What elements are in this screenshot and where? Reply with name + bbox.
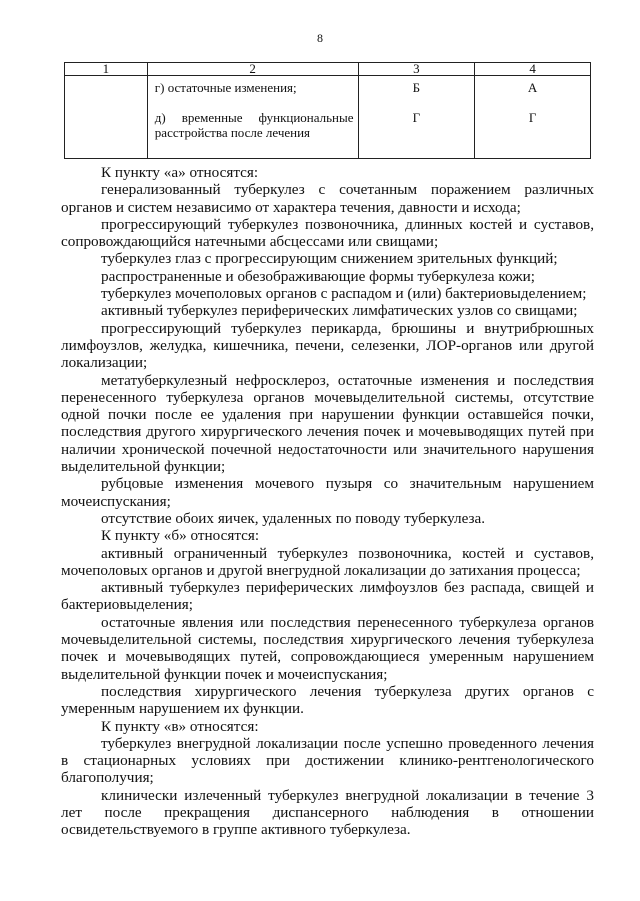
paragraph: последствия хирургического лечения туберкулеза других органов с умеренным нарушением их функции. xyxy=(61,682,594,718)
paragraph: метатуберкулезный нефросклероз, остаточные изменения и последствия перенесенного туберкулеза органов мочевыделительной системы, отсутствие одной почки после ее удаления при нарушении функции оставшейся почки, последствия другого хирургического лечения почек и мочевыводящих путей при наличии хронической почечной недостаточности или значительного нарушения выделительной функции; xyxy=(61,371,594,476)
table-header-row xyxy=(65,63,591,76)
table-cell-col-1 xyxy=(65,76,148,159)
page-number: 8 xyxy=(317,31,323,45)
table-cell-category: Г xyxy=(528,110,537,125)
table-row xyxy=(65,76,591,159)
paragraph: прогрессирующий туберкулез позвоночника, длинных костей и суставов, сопровождающийся натечными абсцессами или свищами; xyxy=(61,215,594,251)
table-cell-category: Б xyxy=(412,80,421,95)
paragraph: туберкулез мочеполовых органов с распадом и (или) бактериовыделением; xyxy=(101,285,587,303)
paragraph: туберкулез внегрудной локализации после успешно проведенного лечения в стационарных условиях при достижении клинико-рентгенологического благополучия; xyxy=(61,734,594,787)
table-cell-col-2 xyxy=(147,76,358,159)
table-cell-item-g: г) остаточные изменения; xyxy=(154,80,297,95)
section-heading-a: К пункту «а» относятся: xyxy=(101,164,259,181)
paragraph: клинически излеченный туберкулез внегрудной локализации в течение 3 лет после прекращения диспансерного наблюдения в отношении освидетельствуемого в группе активного туберкулеза. xyxy=(61,786,594,839)
table-cell-col-3 xyxy=(358,76,475,159)
paragraph: остаточные явления или последствия перенесенного туберкулеза органов мочевыделительной системы, последствия хирургического лечения туберкулеза почек и мочевыводящих путей, сопровождающиеся умеренным нарушением выделительной функции почек и мочеиспускания; xyxy=(61,613,594,683)
paragraph: активный туберкулез периферических лимфоузлов без распада, свищей и бактериовыделения; xyxy=(61,579,594,614)
table-cell-category: Г xyxy=(412,110,421,125)
section-heading-b: К пункту «б» относятся: xyxy=(101,527,260,545)
paragraph: активный туберкулез периферических лимфатических узлов со свищами; xyxy=(101,302,578,320)
document-table xyxy=(64,62,591,159)
table-cell-category: А xyxy=(527,80,538,95)
paragraph: распространенные и обезображивающие формы туберкулеза кожи; xyxy=(101,267,536,285)
paragraph: генерализованный туберкулез с сочетанным поражением различных органов и систем независимо от характера течения, давности и исхода; xyxy=(61,181,594,216)
paragraph: активный ограниченный туберкулез позвоночника, костей и суставов, мочеполовых органов и другой внегрудной локализации до затихания процесса; xyxy=(61,544,594,579)
paragraph: отсутствие обоих яичек, удаленных по поводу туберкулеза. xyxy=(101,509,486,527)
paragraph: рубцовые изменения мочевого пузыря со значительным нарушением мочеиспускания; xyxy=(61,475,594,510)
paragraph: прогрессирующий туберкулез перикарда, брюшины и внутрибрюшных лимфоузлов, желудка, кишечника, печени, селезенки, ЛОР-органов или другой локализации; xyxy=(61,319,594,372)
table-header-col-2: 2 xyxy=(147,63,358,76)
document-body xyxy=(61,164,594,839)
paragraph: туберкулез глаз с прогрессирующим снижением зрительных функций; xyxy=(101,250,558,268)
table-cell-item-d: д) временные функциональные расстройства после лечения xyxy=(154,110,354,140)
table-header-col-3: 3 xyxy=(358,63,475,76)
table-header-col-4: 4 xyxy=(475,63,591,76)
section-heading-v: К пункту «в» относятся: xyxy=(101,717,259,735)
table-header-col-1: 1 xyxy=(65,63,148,76)
table-cell-col-4 xyxy=(475,76,591,159)
